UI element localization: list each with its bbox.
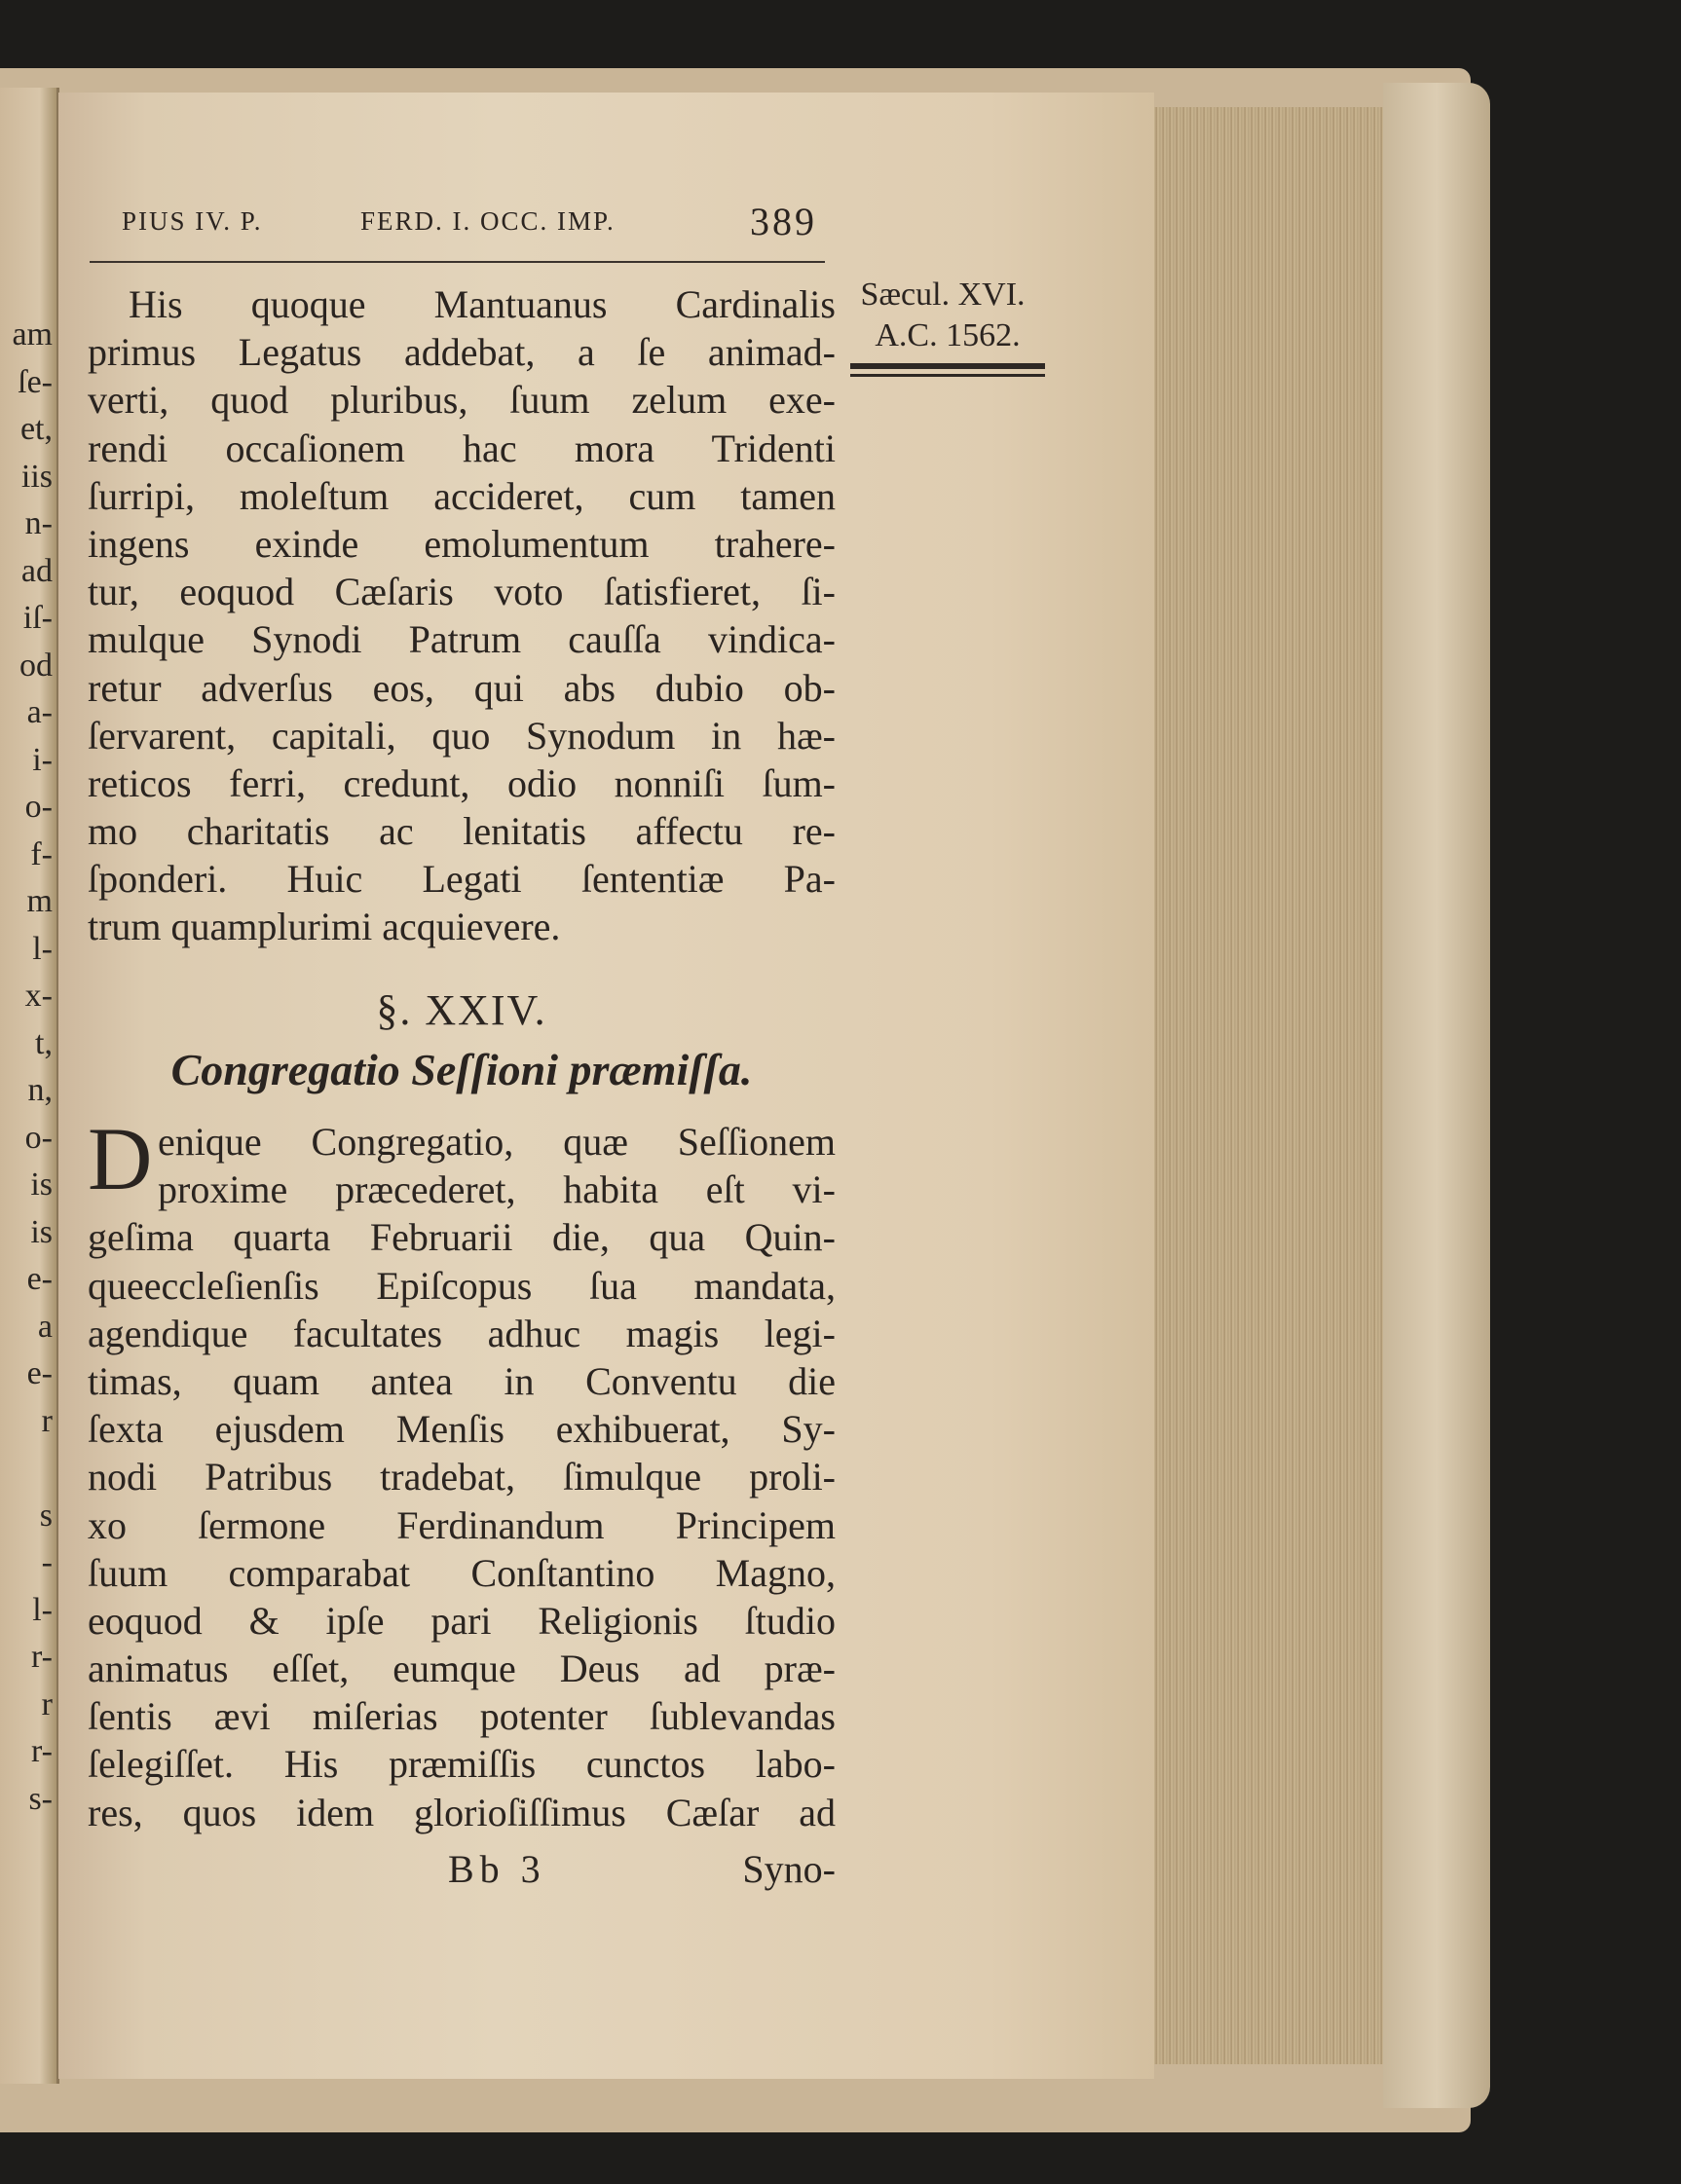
text-line: ſentis ævi miſerias potenter ſublevandas — [88, 1694, 836, 1739]
left-page-fragment: r — [41, 1685, 53, 1722]
text-line: eoquod & ipſe pari Religionis ſtudio — [88, 1598, 836, 1643]
text-line: agendique facultates adhuc magis legi- — [88, 1311, 836, 1355]
left-page-fragment: is — [30, 1166, 53, 1203]
paragraph-1 — [88, 280, 836, 951]
text-line: ſurripi, moleſtum accideret, cum tamen — [88, 473, 836, 518]
left-page-fragment: ad — [20, 552, 53, 589]
left-page-fragment: r- — [31, 1733, 53, 1769]
page-footer — [88, 1846, 836, 1895]
left-page-fragment: m — [26, 883, 53, 919]
left-page-fragment: a- — [26, 694, 53, 730]
text-line: nodi Patribus tradebat, ſimulque proli- — [88, 1455, 836, 1499]
left-page-fragment: e- — [26, 1355, 53, 1391]
left-page-edge — [0, 88, 59, 2084]
text-line: reticos ferri, credunt, odio nonniſi ſum- — [88, 760, 836, 805]
text-line: tur, eoquod Cæſaris voto ſatisfieret, ſi- — [88, 570, 836, 614]
running-head-emperor: FERD. I. OCC. IMP. — [360, 206, 616, 236]
left-page-fragment: a — [37, 1308, 53, 1345]
signature-mark: Bb 3 — [448, 1847, 546, 1891]
left-page-fragment: is — [30, 1213, 53, 1250]
book-cover — [1383, 83, 1490, 2108]
left-page-fragment: t, — [35, 1024, 53, 1061]
text-line: xo ſermone Ferdinandum Principem — [88, 1502, 836, 1547]
text-line: enique Congregatio, quæ Seſſionem — [158, 1120, 836, 1164]
paragraph-2 — [88, 1109, 836, 1836]
margin-rule — [850, 363, 1045, 369]
left-page-fragment: iſ- — [22, 600, 53, 636]
text-line: ſelegiſſet. His præmiſſis cunctos labo- — [88, 1742, 836, 1787]
text-line: queeccleſienſis Epiſcopus ſua mandata, — [88, 1263, 836, 1308]
left-page-text-fragments — [2, 312, 56, 1823]
margin-note-century: Sæcul. XVI. — [860, 277, 1026, 313]
text-line: ingens exinde emolumentum trahere- — [88, 521, 836, 566]
left-page-fragment: f- — [30, 835, 53, 872]
section-title: Congregatio Seſſioni præmiſſa. — [170, 1045, 753, 1094]
left-page-fragment: et, — [19, 411, 53, 447]
text-line: res, quos idem glorioſiſſimus Cæſar ad — [88, 1790, 836, 1834]
left-page-fragment: od — [19, 647, 53, 684]
left-page-fragment: n- — [24, 505, 53, 541]
text-line: ſexta ejusdem Menſis exhibuerat, Sy- — [88, 1407, 836, 1452]
left-page-fragment: l- — [32, 930, 53, 967]
left-page-fragment: ſe- — [18, 363, 53, 400]
margin-note-year: A.C. 1562. — [875, 317, 1021, 353]
text-line: His quoque Mantuanus Cardinalis — [129, 282, 836, 326]
text-line: retur adverſus eos, qui abs dubio ob- — [88, 665, 836, 710]
head-rule — [90, 261, 825, 263]
text-line: mo charitatis ac lenitatis affectu re- — [88, 809, 836, 854]
left-page-fragment: e- — [26, 1261, 53, 1297]
text-line: ſervarent, capitali, quo Synodum in hæ- — [88, 713, 836, 758]
text-line: mulque Synodi Patrum cauſſa vindica- — [88, 617, 836, 662]
left-page-fragment: iis — [20, 458, 53, 495]
text-line: rendi occaſionem hac mora Tridenti — [88, 426, 836, 470]
text-line: trum quamplurimi acquievere. — [88, 905, 561, 949]
left-page-fragment: o- — [24, 1119, 53, 1156]
text-line: animatus eſſet, eumque Deus ad præ- — [88, 1647, 836, 1691]
text-line: verti, quod pluribus, ſuum zelum exe- — [88, 378, 836, 423]
left-page-fragment: am — [12, 316, 53, 352]
left-page-fragment: x- — [24, 978, 53, 1014]
left-page-fragment: - — [41, 1544, 53, 1580]
catchword: Syno- — [742, 1847, 836, 1891]
section-number: §. XXIV. — [376, 986, 547, 1034]
left-page-fragment: r- — [31, 1639, 53, 1675]
margin-rule-thin — [850, 374, 1045, 377]
left-page-fragment — [2, 1445, 56, 1493]
text-line: primus Legatus addebat, a ſe animad- — [88, 330, 836, 375]
text-line: geſima quarta Februarii die, qua Quin- — [88, 1215, 836, 1260]
page-number: 389 — [750, 200, 817, 243]
left-page-fragment: i- — [32, 741, 53, 778]
running-head-pope: PIUS IV. P. — [122, 206, 263, 236]
text-line: proxime præcederet, habita eſt vi- — [158, 1167, 836, 1212]
text-line: ſuum comparabat Conſtantino Magno, — [88, 1550, 836, 1595]
drop-cap: D — [88, 1109, 153, 1208]
left-page-fragment: r — [41, 1402, 53, 1439]
left-page-fragment: s — [39, 1497, 53, 1534]
margin-note — [836, 275, 1050, 356]
left-page-fragment: s- — [28, 1780, 53, 1817]
left-page-fragment: l- — [32, 1591, 53, 1628]
left-page-fragment: n, — [27, 1072, 53, 1108]
text-line: ſponderi. Huic Legati ſententiæ Pa- — [88, 857, 836, 902]
left-page-fragment: o- — [24, 789, 53, 825]
text-line: timas, quam antea in Conventu die — [88, 1358, 836, 1403]
page-block-edge — [1139, 107, 1393, 2064]
